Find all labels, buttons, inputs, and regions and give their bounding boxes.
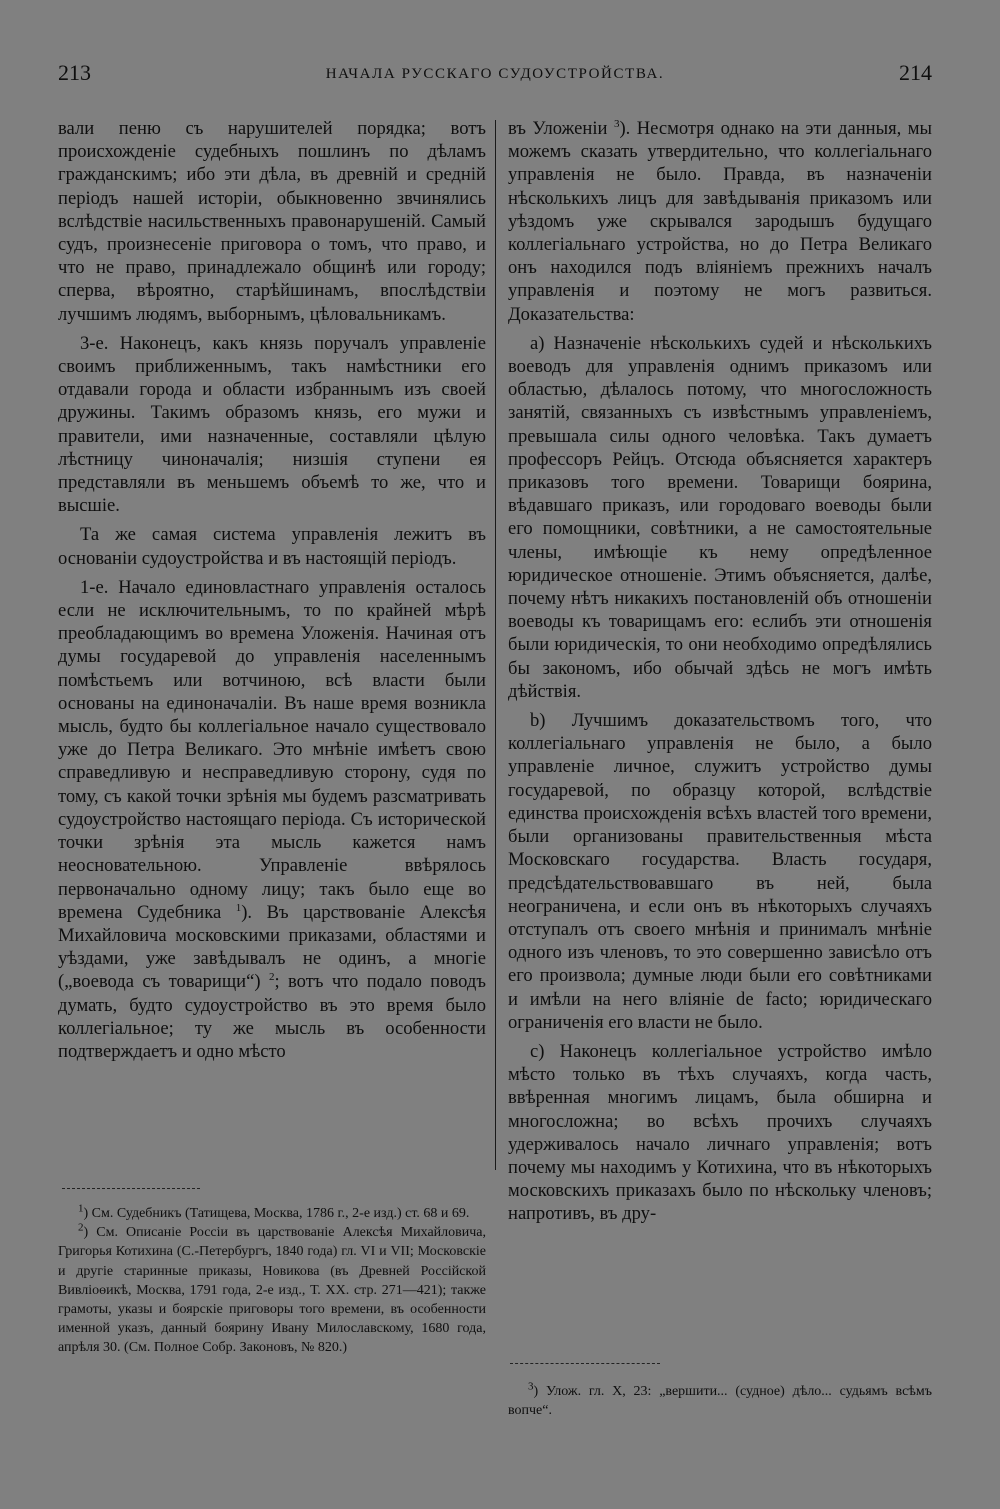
footnote-text: ) Улож. гл. X, 23: „вершити... (судное) дѣло... судьямъ всѣмъ вопче“. [508, 1384, 932, 1419]
column-divider [495, 120, 496, 1170]
page-number-right: 214 [899, 60, 932, 85]
paragraph: a) Назначеніе нѣсколькихъ судей и нѣсколькихъ воеводъ для управленія однимъ приказомъ или областью, дѣлалось потому, что многосложность занятій, связанныхъ съ извѣстнымъ управленіемъ, превышала силы одного человѣка. Такъ думаетъ профессоръ Рейцъ. Отсюда объясняется характеръ приказовъ того времени. Товарищи боярина, вѣдавшаго приказъ, или городоваго воеводы были его помощники, совѣтники, а не самостоятельные члены, имѣющіе къ нему опредѣленное юридическое отношеніе. Этимъ объясняется, далѣе, почему нѣтъ никакихъ постановленій объ отношеніи воеводы къ товарищамъ его: еслибъ эти отношенія были юридическія, то они необходимо опредѣлялись бы закономъ, ибо обычай здѣсь не могъ имѣть дѣйствія. [508, 332, 932, 702]
paragraph: 3-е. Наконецъ, какъ князь поручалъ управленіе своимъ приближеннымъ, такъ намѣстники его отдавали города и области избраннымъ изъ своей дружины. Такимъ образомъ князь, его мужи и правители, ими назначенные, составляли цѣлую лѣстницу чиноначалія; низшія ступени ея представляли въ меньшемъ объемѣ то же, что и высшіе. [58, 332, 486, 517]
footnotes-right [508, 1382, 932, 1420]
footnote-ref[interactable]: 3 [613, 117, 620, 130]
paragraph-text: въ Уложеніи [508, 118, 608, 139]
left-column [58, 117, 486, 1063]
paragraph: c) Наконецъ коллегіальное устройство имѣло мѣсто только въ тѣхъ случаяхъ, когда часть, ввѣренная многимъ лицамъ, была обширна и многосложна; во всѣхъ прочихъ случаяхъ удерживалось начало личнаго управленія; вотъ почему мы находимъ у Котихина, что въ нѣкоторыхъ московскихъ приказахъ было по нѣскольку членовъ; напротивъ, въ дру- [508, 1040, 932, 1225]
paragraph: Та же самая система управленія лежитъ въ основаніи судоустройства и въ настоящій періодъ. [58, 524, 486, 569]
page-number-left: 213 [58, 60, 91, 85]
paragraph-text: ). Несмотря однако на эти данныя, мы можемъ сказать утвердительно, что коллегіальнаго управленія не было. Правда, въ назначеніи нѣсколькихъ лицъ для завѣдыванія приказомъ или уѣздомъ уже скрывался зародышъ будущаго коллегіальнаго устройства, но до Петра Великаго онъ находился подъ вліяніемъ прежнихъ началъ управленія и поэтому не могъ развиться. Доказательства: [508, 118, 932, 325]
paragraph: вали пеню съ нарушителей порядка; вотъ происхожденіе судебныхъ пошлинъ по дѣламъ гражданскимъ; ибо эти дѣла, въ древній и средній періодъ нашей исторіи, обыкновенно звчинялись вслѣдствіе насильственныхъ правонарушеній. Самый судъ, произнесеніе приговора о томъ, что право, и что не право, принадлежало общинѣ или городу; сперва, вѣроятно, старѣйшинамъ, впослѣдствіи лучшимъ людямъ, выборнымъ, цѣловальникамъ. [58, 118, 486, 325]
footnote-text: ) См. Описаніе Россіи въ царствованіе Алексѣя Михайловича, Григорья Котихина (С.-Петербургъ, 1840 года) гл. VI и VII; Московскіе и другіе старинные приказы, Новикова (въ Древней Россійской Вивліоѳикѣ, Москва, 1791 года, 2-е изд., Т. XX. стр. 271—421); также грамоты, указы и боярскіе приговоры того времени, въ особенности именной указъ, данный боярину Ивану Милославскому, 1680 года, апрѣля 30. (См. Полное Собр. Законовъ, № 820.) [58, 1225, 486, 1356]
footnote-mark: 2 [78, 1221, 84, 1234]
paragraph: b) Лучшимъ доказательствомъ того, что коллегіальнаго управленія не было, а было управленіе личное, служитъ устройство думы государевой, по образцу которой, вслѣдствіе единства происхожденія всѣхъ властей того времени, были организованы правительственныя мѣста Московскаго государства. Власть государя, предсѣдательствовавшаго въ ней, была неограничена, и если онъ въ нѣкоторыхъ случаяхъ отступалъ отъ своего мнѣнія и принималъ мнѣніе одного изъ членовъ, то это совершенно зависѣло отъ его произвола; думные люди были его совѣтниками и имѣли на него вліяніе de facto; юридическаго ограниченія его власти не было. [508, 710, 932, 1033]
page-header [58, 60, 932, 90]
footnote-ref[interactable]: 2 [268, 971, 275, 984]
paragraph [508, 117, 932, 326]
footnote-rule [510, 1363, 660, 1364]
footnote-mark: 1 [78, 1202, 84, 1215]
paragraph [58, 576, 486, 1063]
paragraph-text: ; вотъ что подало поводъ думать, будто судоустройство въ это время было коллегіальное; ту же мысль въ особенности подтверждаетъ и одно мѣсто [58, 971, 487, 1062]
right-column [508, 117, 932, 1226]
footnote [58, 1204, 486, 1223]
footnote-text: ) См. Судебникъ (Татищева, Москва, 1786 г., 2-е изд.) ст. 68 и 69. [83, 1206, 470, 1221]
footnote-rule [62, 1188, 200, 1189]
footnote [508, 1382, 932, 1420]
paragraph-text: ). Въ царствованіе Алексѣя Михайловича московскими приказами, областями и уѣздами, уже завѣдывалъ не одинъ, а многіе („воевода съ товарищи“) [58, 901, 487, 993]
running-title: НАЧАЛА РУССКАГО СУДОУСТРОЙСТВА. [325, 66, 665, 82]
footnote-ref[interactable]: 1 [235, 901, 242, 914]
footnote [58, 1223, 486, 1357]
footnotes-left [58, 1204, 486, 1358]
footnote-mark: 3 [528, 1380, 534, 1393]
paragraph-text: 1-е. Начало единовластнаго управленія осталось если не исключительнымъ, то по крайней мѣрѣ преобладающимъ во времена Уложенія. Начиная отъ думы государевой до управленія населеннымъ помѣстьемъ или вотчиною, всѣ власти были основаны на единоначаліи. Въ наше время возникла мысль, будто бы коллегіальное начало существовало уже до Петра Великаго. Это мнѣніе имѣетъ свою справедливую и несправедливую сторону, судя по тому, съ какой точки зрѣнія мы будемъ разсматривать судоустройство настоящаго періода. Съ исторической точки зрѣнія эта мысль кажется намъ неосновательною. Управленіе ввѣрялось первоначально одному лицу; такъ было еще во времена Судебника [58, 576, 486, 923]
